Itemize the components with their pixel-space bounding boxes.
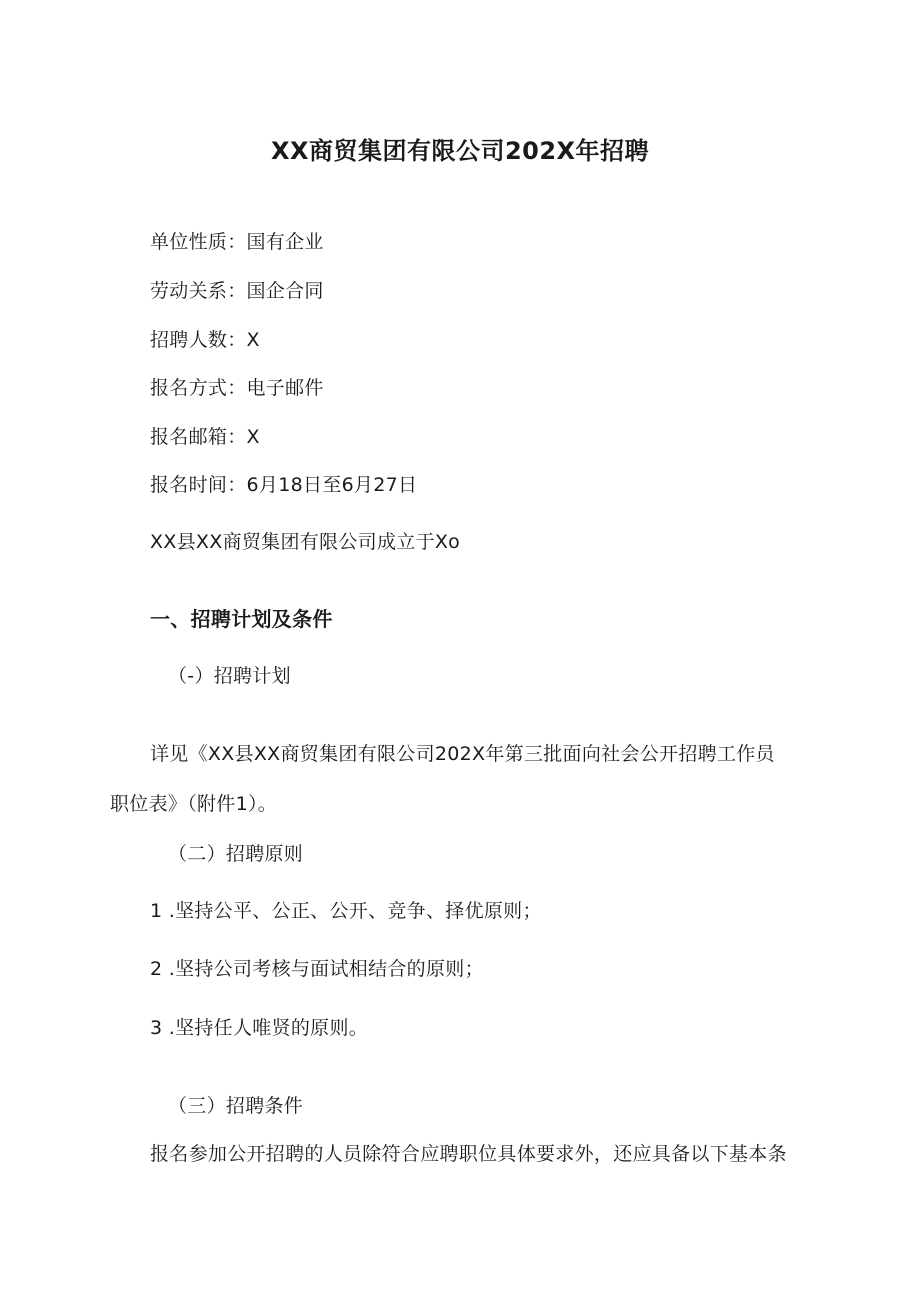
info-labor-relation: 劳动关系：国企合同 bbox=[150, 280, 324, 302]
info-apply-time: 报名时间：6月18日至6月27日 bbox=[150, 474, 418, 496]
info-hiring-count: 招聘人数：X bbox=[150, 329, 260, 351]
conditions-paragraph-line-1: 报名参加公开招聘的人员除符合应聘职位具体要求外，还应具备以下基本条 bbox=[150, 1143, 787, 1165]
plan-paragraph-line-1: 详见《XX县XX商贸集团有限公司202X年第三批面向社会公开招聘工作员 bbox=[150, 743, 775, 765]
document-title: XX商贸集团有限公司202X年招聘 bbox=[270, 137, 650, 165]
subheading-hiring-plan: （-）招聘计划 bbox=[168, 665, 291, 687]
subheading-hiring-principles: （二）招聘原则 bbox=[168, 843, 304, 865]
principle-item-1: 1 .坚持公平、公正、公开、竞争、择优原则； bbox=[150, 900, 542, 922]
info-apply-email: 报名邮箱：X bbox=[150, 426, 260, 448]
info-apply-method: 报名方式：电子邮件 bbox=[150, 377, 324, 399]
intro-paragraph: XX县XX商贸集团有限公司成立于Xo bbox=[150, 531, 461, 553]
subheading-hiring-conditions: （三）招聘条件 bbox=[168, 1095, 304, 1117]
plan-paragraph-line-2: 职位表》（附件1）。 bbox=[110, 793, 278, 815]
principle-item-2: 2 .坚持公司考核与面试相结合的原则； bbox=[150, 958, 484, 980]
section-heading-plan-conditions: 一、招聘计划及条件 bbox=[150, 607, 333, 631]
info-unit-nature: 单位性质：国有企业 bbox=[150, 231, 324, 253]
principle-item-3: 3 .坚持任人唯贤的原则。 bbox=[150, 1017, 369, 1039]
